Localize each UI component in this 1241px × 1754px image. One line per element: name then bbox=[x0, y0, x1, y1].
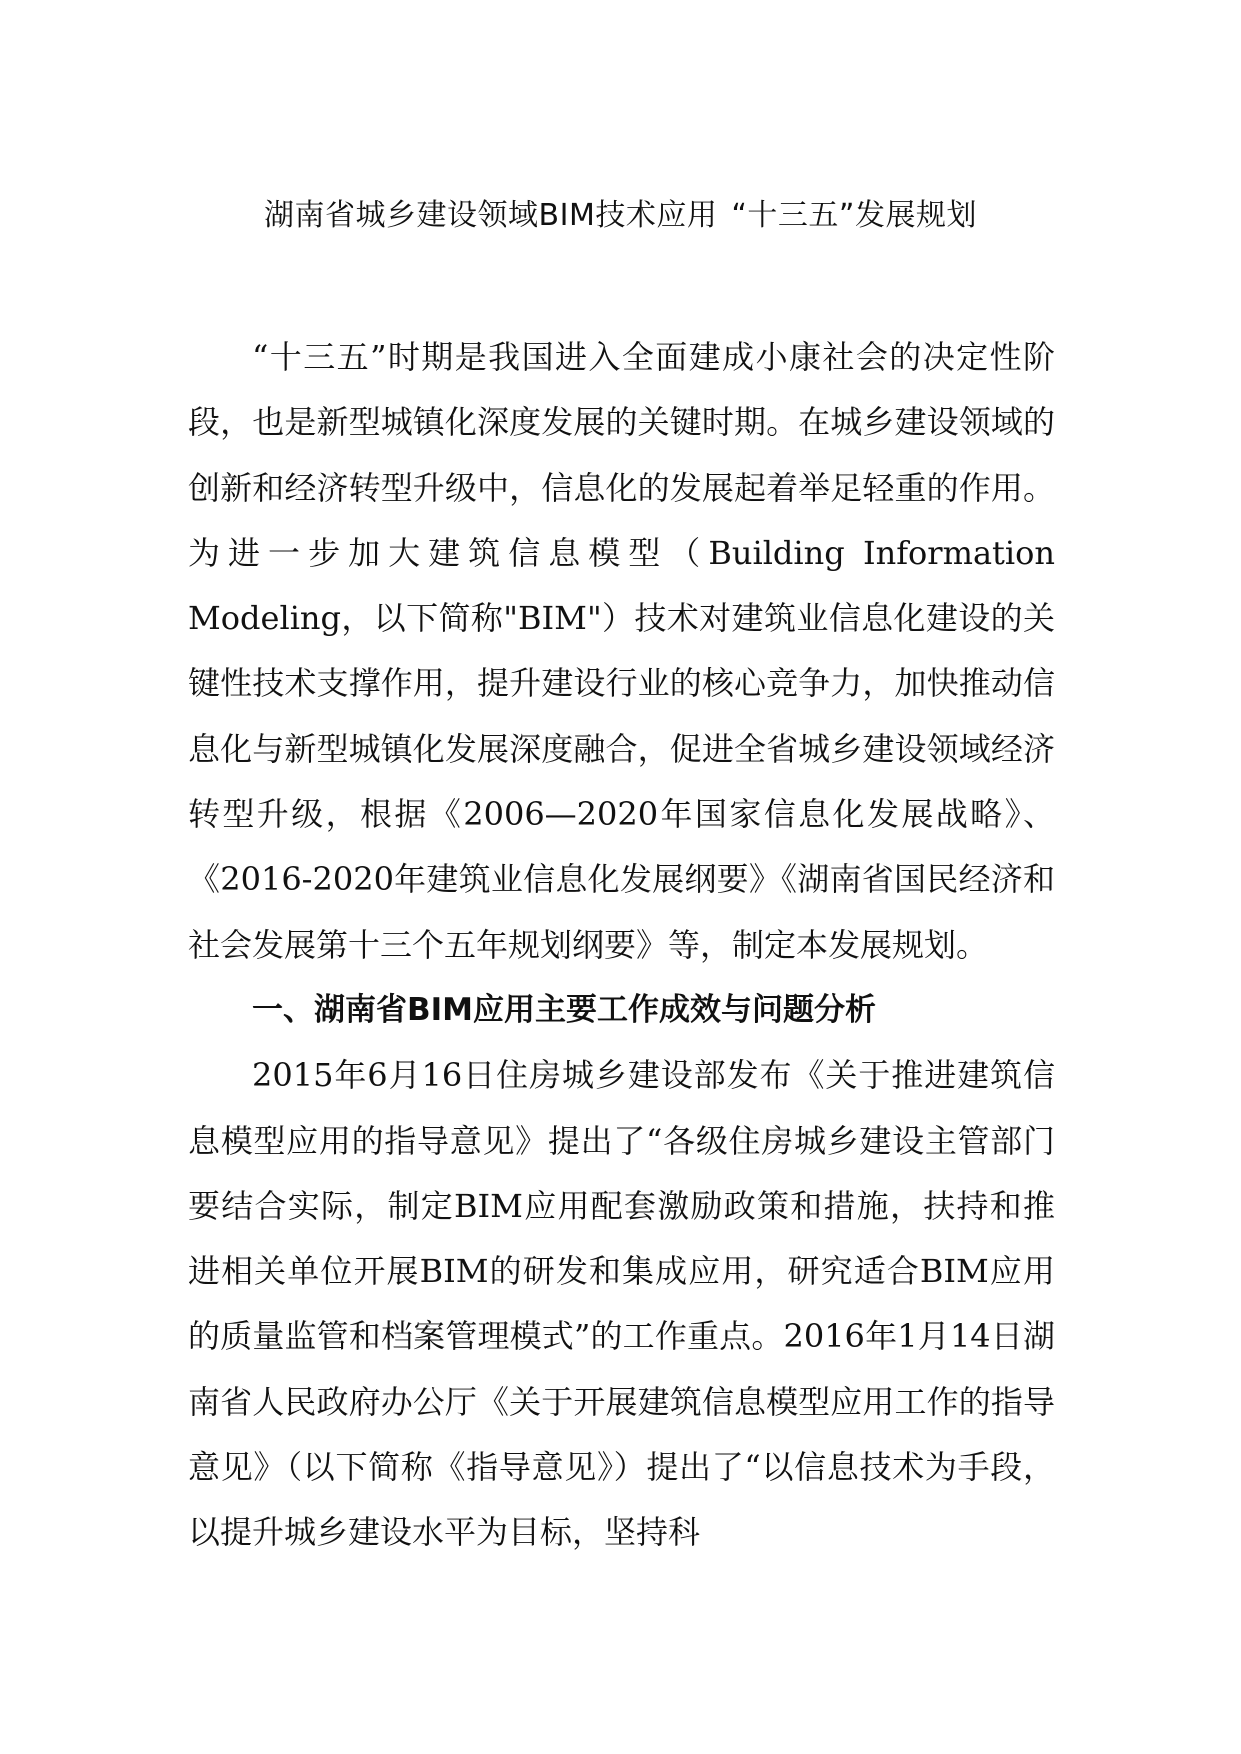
section-heading: 一、湖南省BIM应用主要工作成效与问题分析 bbox=[252, 991, 877, 1028]
document-body bbox=[188, 325, 1055, 1566]
title-period: “十三五”发展规划 bbox=[731, 198, 977, 233]
section-paragraph: 2015年6月16日住房城乡建设部发布《关于推进建筑信息模型应用的指导意见》提出了“各级住房城乡建设主管部门要结合实际，制定BIM应用配套激励政策和措施，扶持和推进相关单位开展BIM的研发和集成应用，研究适合BIM应用的质量监管和档案管理模式”的工作重点。2016年1月14日湖南省人民政府办公厅《关于开展建筑信息模型应用工作的指导意见》（以下简称《指导意见》）提出了“以信息技术为手段，以提升城乡建设水平为目标，坚持科 bbox=[188, 1056, 1055, 1552]
intro-paragraph: “十三五”时期是我国进入全面建成小康社会的决定性阶段，也是新型城镇化深度发展的关键时期。在城乡建设领域的创新和经济转型升级中，信息化的发展起着举足轻重的作用。为进一步加大建筑信息模型（Building Information Modeling，以下简称"BIM"）技术对建筑业信息化建设的关键性技术支撑作用，提升建设行业的核心竞争力，加快推动信息化与新型城镇化发展深度融合，促进全省城乡建设领域经济转型升级，根据《2006—2020年国家信息化发展战略》、《2016-2020年建筑业信息化发展纲要》《湖南省国民经济和社会发展第十三个五年规划纲要》等，制定本发展规划。 bbox=[188, 338, 1055, 964]
title-main: 湖南省城乡建设领域BIM技术应用 bbox=[264, 198, 718, 233]
page-title bbox=[0, 196, 1241, 236]
